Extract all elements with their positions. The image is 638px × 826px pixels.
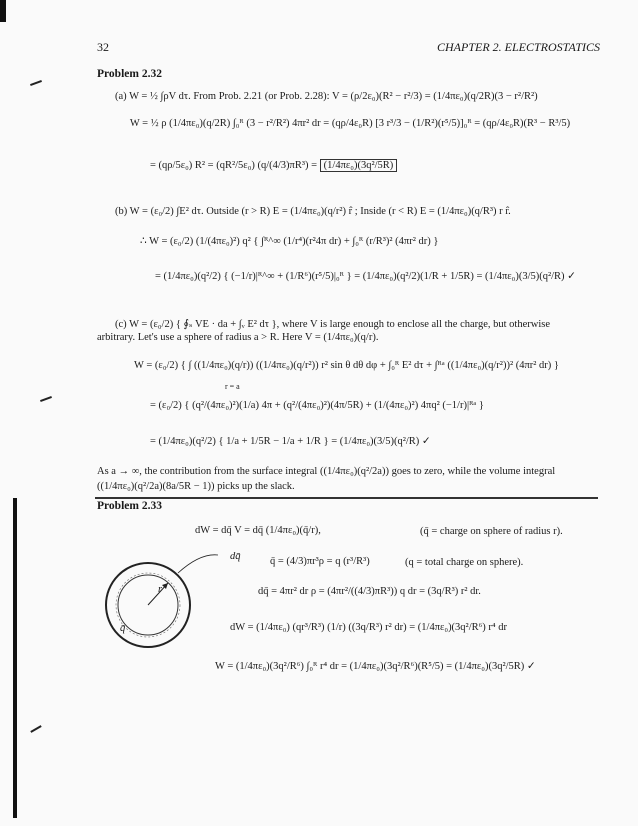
closing-line-2: ((1/4πε₀)(q²/2a)(8a/5R − 1)) picks up the slack.	[97, 481, 295, 492]
part-c-intro-2: arbitrary. Let's use a sphere of radius a > R. Here V = (1/4πε₀)(q/r).	[97, 332, 379, 343]
part-c-eq2: = (ε₀/2) { (q²/(4πε₀)²)(1/a) 4π + (q²/(4πε₀)²)(4π/5R) + (1/(4πε₀)²) 4πq² (−1/r)|ᴿᵃ }	[150, 400, 484, 411]
part-c-eq1-sub: r = a	[225, 382, 240, 391]
closing-line-1: As a → ∞, the contribution from the surface integral ((1/4πε₀)(q²/2a)) goes to zero, while the volume integral	[97, 466, 556, 477]
part-a-eq1: W = ½ ρ (1/4πε₀)(q/2R) ∫₀ᴿ (3 − r²/R²) 4πr² dr = (qρ/4ε₀R) [3 r³/3 − (1/R²)(r⁵/5)]₀ᴿ = (qρ/4ε₀R)(R³ − R³/5)	[129, 118, 571, 129]
margin-smudge	[30, 80, 42, 86]
figure-label-dq: dq̄	[230, 551, 241, 562]
section-divider	[95, 497, 598, 499]
part-c-eq1: W = (ε₀/2) { ∫ ((1/4πε₀)(q/r)) ((1/4πε₀)(q/r²)) r² sin θ dθ dφ + ∫₀ᴿ E² dτ + ∫ᴿᵃ ((1/4πε₀)(q/r²))² (4πr² dr) }	[134, 360, 559, 371]
binding-mark-left	[13, 498, 17, 818]
p233-eq1: dW = dq̄ V = dq̄ (1/4πε₀)(q̄/r),	[195, 525, 321, 536]
p233-eq3: dq̄ = 4πr² dr ρ = (4πr²/((4/3)πR³)) q dr = (3q/R³) r² dr.	[258, 586, 481, 597]
part-a-eq2: = (qρ/5ε₀) R² = (qR²/5ε₀) (q/(4/3)πR³) = (1/4πε₀)(3q²/5R)	[150, 160, 397, 171]
p233-eq2: q̄ = (4/3)πr³ρ = q (r³/R³)	[270, 556, 370, 567]
p233-eq5: W = (1/4πε₀)(3q²/R⁶) ∫₀ᴿ r⁴ dr = (1/4πε₀)(3q²/R⁶)(R⁵/5) = (1/4πε₀)(3q²/5R) ✓	[215, 661, 536, 672]
p233-eq2-note: (q = total charge on sphere).	[405, 557, 524, 568]
figure-label-r: r	[158, 584, 163, 595]
p233-eq4: dW = (1/4πε₀) (qr³/R³) (1/r) ((3q/R³) r² dr) = (1/4πε₀)(3q²/R⁶) r⁴ dr	[230, 622, 507, 633]
part-c-eq3: = (1/4πε₀)(q²/2) { 1/a + 1/5R − 1/a + 1/R } = (1/4πε₀)(3/5)(q²/R) ✓	[150, 436, 431, 447]
page-number: 32	[97, 40, 109, 54]
problem-2-33-title: Problem 2.33	[97, 500, 162, 512]
chapter-title: CHAPTER 2. ELECTROSTATICS	[436, 40, 600, 54]
problem-2-32-title: Problem 2.32	[97, 68, 162, 80]
part-b-eq2: = (1/4πε₀)(q²/2) { (−1/r)|ᴿ^∞ + (1/R⁶)(r⁵/5)|₀ᴿ } = (1/4πε₀)(q²/2)(1/R + 1/5R) = (1/4πε₀)(3/5)(q²/R) ✓	[155, 271, 576, 282]
sphere-figure	[100, 545, 220, 655]
binding-mark-top	[0, 0, 6, 22]
part-a-intro: (a) W = ½ ∫ρV dτ. From Prob. 2.21 (or Prob. 2.28): V = (ρ/2ε₀)(R² − r²/3) = (1/4πε₀)(q/2R)(3 − r²/R²)	[115, 91, 538, 102]
part-c-intro-1: (c) W = (ε₀/2) { ∮ₛ VE · da + ∫ᵥ E² dτ }, where V is large enough to enclose all the charge, but otherwise	[115, 319, 550, 330]
margin-smudge	[30, 725, 41, 733]
margin-smudge	[40, 396, 52, 402]
part-b-eq1: ∴ W = (ε₀/2) (1/(4πε₀)²) q² { ∫ᴿ^∞ (1/r⁴)(r²4π dr) + ∫₀ᴿ (r/R³)² (4πr² dr) }	[140, 236, 439, 247]
figure-label-q: q̄	[120, 623, 126, 634]
part-b-intro: (b) W = (ε₀/2) ∫E² dτ. Outside (r > R) E = (1/4πε₀)(q/r²) r̂ ; Inside (r < R) E = (1/4πε₀)(q/R³) r r̂.	[115, 206, 511, 217]
part-a-answer-box: (1/4πε₀)(3q²/5R)	[320, 159, 398, 172]
p233-eq1-note: (q̄ = charge on sphere of radius r).	[420, 526, 563, 537]
dq-leader-line	[178, 555, 218, 573]
